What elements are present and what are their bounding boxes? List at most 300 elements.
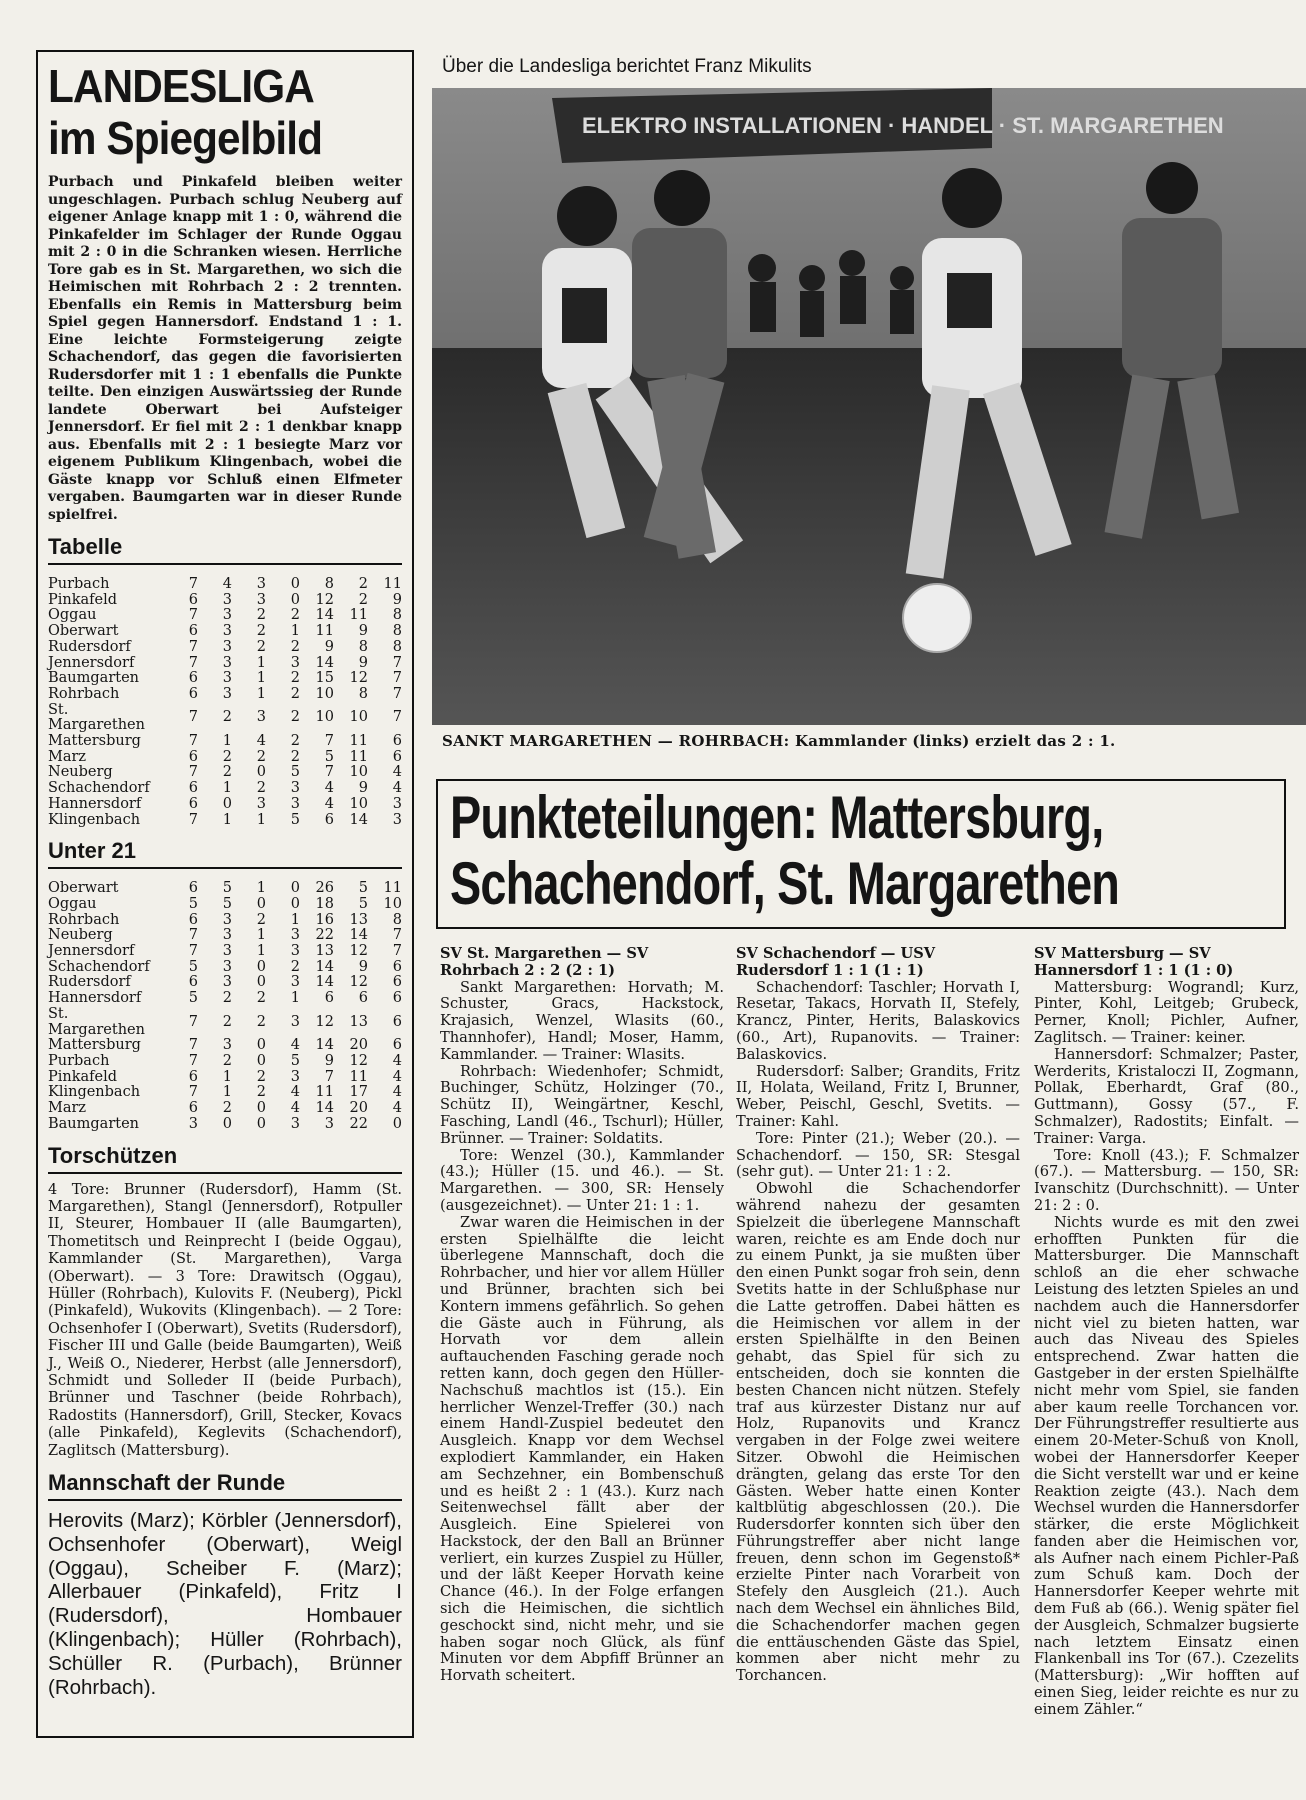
stat-cell: 8 [392, 623, 402, 640]
stat-cell: 2 [222, 709, 232, 726]
stat-cell: 12 [349, 670, 368, 687]
stat-cell: 3 [222, 654, 232, 671]
col1-lineup-away: Rohrbach: Wiedenhofer; Schmidt, Buchinger, Schütz, Holzinger (70., Schütz II), Weingärtner, Keschl, Fasching, Landl (46., Tschurl); Hüller, Brünner. — Trainer: Soldatits. [440, 1062, 724, 1147]
stat-cell: 18 [315, 895, 334, 912]
stat-cell: 8 [392, 607, 402, 624]
stat-cell: 1 [222, 1084, 232, 1101]
stat-cell: 10 [349, 764, 368, 781]
stat-cell: 4 [324, 795, 334, 812]
stat-cell: 6 [392, 733, 402, 750]
sidebar-box [36, 50, 414, 1738]
team-name: Baumgarten [48, 670, 139, 687]
table-row [48, 781, 402, 797]
stat-cell: 2 [290, 638, 300, 655]
stat-cell: 13 [315, 943, 334, 960]
stat-cell: 4 [392, 764, 402, 781]
stat-cell: 3 [256, 709, 266, 726]
stat-cell: 3 [392, 795, 402, 812]
stat-cell: 0 [256, 974, 266, 991]
stat-cell: 9 [358, 958, 368, 975]
stat-cell: 0 [290, 576, 300, 592]
team-name: Jennersdorf [48, 654, 135, 671]
stat-cell: 2 [256, 990, 266, 1007]
stat-cell: 3 [324, 1115, 334, 1132]
stat-cell: 3 [222, 607, 232, 624]
stat-cell: 6 [188, 780, 198, 797]
stat-cell: 0 [256, 1115, 266, 1132]
stat-cell: 4 [392, 1068, 402, 1085]
stat-cell: 0 [392, 1115, 402, 1132]
stat-cell: 0 [290, 880, 300, 897]
stat-cell: 1 [222, 780, 232, 797]
stat-cell: 2 [256, 1013, 266, 1030]
main-headline-box [436, 779, 1286, 929]
stat-cell: 9 [392, 591, 402, 608]
stat-cell: 4 [256, 733, 266, 750]
stat-cell: 0 [256, 764, 266, 781]
stat-cell: 7 [188, 811, 198, 828]
stat-cell: 2 [290, 685, 300, 702]
stat-cell: 8 [392, 638, 402, 655]
stat-cell: 2 [358, 576, 368, 592]
stat-cell: 7 [188, 1037, 198, 1054]
col1-tore: Tore: Wenzel (30.), Kammlander (43.); Hüller (15. und 46.). — St. Margarethen. — 300, SR: Hensely (ausgezeichnet). — Unter 21: 1 : 1. [440, 1146, 724, 1214]
stat-cell: 9 [324, 638, 334, 655]
stat-cell: 6 [188, 974, 198, 991]
stat-cell: 3 [290, 943, 300, 960]
stat-cell: 0 [290, 591, 300, 608]
stat-cell: 12 [315, 1013, 334, 1030]
team-name: Oberwart [48, 880, 119, 897]
stat-cell: 3 [256, 591, 266, 608]
table-row [48, 640, 402, 656]
stat-cell: 14 [349, 927, 368, 944]
stat-cell: 7 [188, 764, 198, 781]
match-photo-illustration [432, 88, 1306, 725]
team-name: Jennersdorf [48, 943, 135, 960]
stat-cell: 7 [324, 1068, 334, 1085]
article-col-1 [440, 946, 724, 1685]
team-name: Purbach [48, 1052, 110, 1069]
stat-cell: 9 [324, 1052, 334, 1069]
stat-cell: 2 [290, 709, 300, 726]
stat-cell: 26 [315, 880, 334, 897]
table-row [48, 960, 402, 976]
stat-cell: 3 [188, 1115, 198, 1132]
team-name: Pinkafeld [48, 1068, 118, 1085]
team-name: Hannersdorf [48, 795, 142, 812]
stat-cell: 6 [188, 591, 198, 608]
stat-cell: 3 [222, 1037, 232, 1054]
stat-cell: 7 [392, 654, 402, 671]
stat-cell: 3 [290, 974, 300, 991]
stat-cell: 14 [315, 607, 334, 624]
stat-cell: 6 [358, 990, 368, 1007]
team-name: Schachendorf [48, 958, 150, 975]
stat-cell: 6 [188, 880, 198, 897]
stat-cell: 7 [188, 1084, 198, 1101]
stat-cell: 11 [383, 880, 402, 897]
col2-title: SV Schachendorf — USV Rudersdorf 1 : 1 (1 : 1) [736, 945, 936, 979]
table-row [48, 913, 402, 929]
stat-cell: 14 [349, 811, 368, 828]
stat-cell: 11 [349, 607, 368, 624]
stat-cell: 7 [188, 607, 198, 624]
col1-title: SV St. Margarethen — SV Rohrbach 2 : 2 (2 : 1) [440, 945, 649, 979]
team-name: St. Margarethen [48, 1005, 145, 1038]
team-name: Purbach [48, 576, 110, 592]
stat-cell: 11 [349, 748, 368, 765]
stat-cell: 5 [188, 895, 198, 912]
stat-cell: 7 [188, 576, 198, 592]
stat-cell: 14 [315, 1100, 334, 1117]
stat-cell: 9 [358, 780, 368, 797]
photo-caption: SANKT MARGARETHEN — ROHRBACH: Kammlander (links) erzielt das 2 : 1. [442, 732, 1116, 750]
stat-cell: 7 [188, 943, 198, 960]
table-row [48, 975, 402, 991]
stat-cell: 6 [324, 811, 334, 828]
team-name: Rohrbach [48, 685, 120, 702]
stat-cell: 3 [290, 927, 300, 944]
stat-cell: 3 [290, 795, 300, 812]
col2-lineup-away: Rudersdorf: Salber; Grandits, Fritz II, Holata, Weiland, Fritz I, Brunner, Weber, Peischl, Geschl, Svetits. — Trainer: Kahl. [736, 1062, 1020, 1130]
stat-cell: 10 [349, 795, 368, 812]
stat-cell: 7 [188, 927, 198, 944]
stat-cell: 3 [222, 638, 232, 655]
stat-cell: 7 [188, 1013, 198, 1030]
stat-cell: 11 [349, 1068, 368, 1085]
stat-cell: 1 [222, 733, 232, 750]
sidebar-headline-line2: im Spiegelbild [48, 112, 323, 164]
stat-cell: 2 [256, 1084, 266, 1101]
stat-cell: 8 [324, 576, 334, 592]
stat-cell: 10 [383, 895, 402, 912]
u21-title: Unter 21 [48, 838, 402, 869]
team-name: Mattersburg [48, 733, 141, 750]
stat-cell: 5 [222, 880, 232, 897]
stat-cell: 3 [222, 591, 232, 608]
stat-cell: 2 [222, 1013, 232, 1030]
team-name: Oberwart [48, 623, 119, 640]
stat-cell: 7 [188, 638, 198, 655]
stat-cell: 1 [256, 880, 266, 897]
team-name: Schachendorf [48, 780, 150, 797]
team-name: Mattersburg [48, 1037, 141, 1054]
table-row [48, 1054, 402, 1070]
stat-cell: 2 [256, 1068, 266, 1085]
stat-cell: 2 [256, 780, 266, 797]
table-row [48, 593, 402, 609]
stat-cell: 2 [256, 623, 266, 640]
stat-cell: 3 [222, 670, 232, 687]
main-headline-line2: Schachendorf, St. Margarethen [450, 850, 1120, 917]
table-row [48, 1117, 402, 1133]
stat-cell: 3 [222, 911, 232, 928]
article-col-2 [736, 946, 1020, 1685]
stat-cell: 7 [392, 685, 402, 702]
team-name: St. Margarethen [48, 701, 145, 734]
stat-cell: 5 [358, 895, 368, 912]
team-name: Rudersdorf [48, 974, 131, 991]
mannschaft-title: Mannschaft der Runde [48, 1470, 402, 1501]
stat-cell: 20 [349, 1037, 368, 1054]
stat-cell: 7 [188, 654, 198, 671]
banner-text: ELEKTRO INSTALLATIONEN · HANDEL · ST. MARGARETHEN [582, 113, 1224, 138]
team-name: Klingenbach [48, 1084, 141, 1101]
table-row [48, 703, 402, 734]
stat-cell: 2 [290, 733, 300, 750]
team-name: Oggau [48, 607, 97, 624]
table-row [48, 765, 402, 781]
stat-cell: 1 [256, 943, 266, 960]
stat-cell: 0 [256, 1100, 266, 1117]
table-row [48, 1070, 402, 1086]
table-row [48, 577, 402, 593]
stat-cell: 22 [315, 927, 334, 944]
stat-cell: 3 [290, 654, 300, 671]
stat-cell: 11 [315, 1084, 334, 1101]
stat-cell: 10 [315, 709, 334, 726]
table-row [48, 624, 402, 640]
stat-cell: 5 [290, 811, 300, 828]
table-row [48, 881, 402, 897]
stat-cell: 2 [358, 591, 368, 608]
u21-table [48, 881, 402, 1132]
stat-cell: 6 [392, 748, 402, 765]
stat-cell: 2 [256, 748, 266, 765]
table-row [48, 1101, 402, 1117]
stat-cell: 6 [188, 685, 198, 702]
table-row [48, 928, 402, 944]
stat-cell: 17 [349, 1084, 368, 1101]
torschuetzen-title: Torschützen [48, 1143, 402, 1174]
stat-cell: 6 [392, 1037, 402, 1054]
stat-cell: 11 [315, 623, 334, 640]
stat-cell: 13 [349, 911, 368, 928]
torschuetzen-text: 4 Tore: Brunner (Rudersdorf), Hamm (St. Margarethen), Stangl (Jennersdorf), Rotpuller II, Steurer, Hombauer II (alle Baumgarten), Thometitsch und Reinprecht I (beide Oggau), Kammlander (St. Margarethen), Varga (Oberwart). — 3 Tore: Drawitsch (Oggau), Hüller (Rohrbach), Kulovits F. (Neuberg), Pickl (Pinkafeld), Wukovits (Klingenbach). — 2 Tore: Ochsenhofer I (Oberwart), Svetits (Rudersdorf), Fischer III und Galle (beide Baumgarten), Weiß J., Weiß O., Niederer, Herbst (alle Jennersdorf), Schmidt und Solleder II (beide Purbach), Brünner und Taschner (beide Rohrbach), Radostits (Hannersdorf), Grill, Stecker, Kovacs (alle Pinkafeld), Keglevits (Schachendorf), Zaglitsch (Mattersburg). [48, 1181, 402, 1459]
stat-cell: 15 [315, 670, 334, 687]
stat-cell: 8 [392, 911, 402, 928]
stat-cell: 3 [222, 958, 232, 975]
stat-cell: 1 [222, 1068, 232, 1085]
tabelle-table [48, 577, 402, 828]
stat-cell: 6 [188, 795, 198, 812]
stat-cell: 6 [188, 1100, 198, 1117]
stat-cell: 14 [315, 1037, 334, 1054]
stat-cell: 5 [188, 958, 198, 975]
stat-cell: 1 [256, 670, 266, 687]
stat-cell: 8 [358, 638, 368, 655]
stat-cell: 10 [349, 709, 368, 726]
table-row [48, 750, 402, 766]
stat-cell: 1 [256, 685, 266, 702]
stat-cell: 8 [358, 685, 368, 702]
stat-cell: 11 [349, 733, 368, 750]
match-photo [432, 88, 1306, 725]
team-name: Hannersdorf [48, 990, 142, 1007]
stat-cell: 4 [290, 1100, 300, 1117]
stat-cell: 12 [349, 943, 368, 960]
stat-cell: 3 [222, 974, 232, 991]
stat-cell: 2 [256, 638, 266, 655]
col3-lineup-away: Hannersdorf: Schmalzer; Paster, Werderits, Kristaloczi II, Zogmann, Pollak, Eberhardt, Graf (80., Guttmann), Gossy (57., F. Schmalzer), Radostits; Einfalt. — Trainer: Varga. [1034, 1045, 1299, 1147]
stat-cell: 2 [222, 990, 232, 1007]
article-col-3 [1034, 946, 1299, 1746]
stat-cell: 9 [358, 623, 368, 640]
stat-cell: 2 [256, 607, 266, 624]
team-name: Neuberg [48, 927, 113, 944]
stat-cell: 6 [188, 670, 198, 687]
stat-cell: 4 [392, 1084, 402, 1101]
table-row [48, 1007, 402, 1038]
table-row [48, 687, 402, 703]
stat-cell: 12 [349, 974, 368, 991]
stat-cell: 0 [256, 1037, 266, 1054]
stat-cell: 7 [324, 764, 334, 781]
stat-cell: 0 [256, 958, 266, 975]
stat-cell: 13 [349, 1013, 368, 1030]
stat-cell: 3 [256, 576, 266, 592]
stat-cell: 22 [349, 1115, 368, 1132]
stat-cell: 3 [222, 943, 232, 960]
stat-cell: 1 [256, 811, 266, 828]
stat-cell: 14 [315, 958, 334, 975]
stat-cell: 2 [290, 607, 300, 624]
stat-cell: 7 [188, 733, 198, 750]
stat-cell: 3 [392, 811, 402, 828]
sidebar-headline-line1: LANDESLIGA [48, 60, 314, 112]
col3-lineup-home: Mattersburg: Wograndl; Kurz, Pinter, Kohl, Leitgeb; Grubeck, Perner, Knoll; Pichler, Aufner, Zaglitsch. — Trainer: keiner. [1034, 978, 1299, 1046]
table-row [48, 797, 402, 813]
stat-cell: 0 [290, 895, 300, 912]
stat-cell: 0 [256, 895, 266, 912]
stat-cell: 14 [315, 654, 334, 671]
col2-body: Obwohl die Schachendorfer während nahezu der gesamten Spielzeit die überlegene Mannschaft waren, reichte es am Ende doch nur zu einem Punkt, ja sie mußten über den einen Punkt sogar froh sein, denn Svetits hatte in der Schlußphase nur die Latte getroffen. Dabei hätten es die Heimischen vor allem in der ersten Spielhälfte in den Beinen gehabt, das Spiel für sich zu entscheiden, doch sie konnten die besten Chancen nicht nützen. Stefely traf aus kürzester Distanz nur auf Holz, Rupanovits und Krancz vergaben in der Folge zwei weitere Sitzer. Obwohl die Heimischen drängten, gelang das erste Tor den Gästen. Weber hatte einen Konter kaltblütig abgeschlossen (20.). Die Rudersdorfer konnten sich über den Führungstreffer aber nicht lange freuen, denn schon im Gegenstoß* erzielte Pinter nach Vorarbeit von Stefely den Ausgleich (21.). Auch nach dem Wechsel ein ähnliches Bild, die Schachendorfer machen gegen die enttäuschenden Gäste das Spiel, kommen aber nicht mehr zu Torchancen. [736, 1180, 1020, 1685]
stat-cell: 1 [290, 623, 300, 640]
stat-cell: 5 [324, 748, 334, 765]
stat-cell: 11 [383, 576, 402, 592]
table-row [48, 991, 402, 1007]
stat-cell: 3 [290, 1068, 300, 1085]
team-name: Rudersdorf [48, 638, 131, 655]
stat-cell: 5 [222, 895, 232, 912]
team-name: Neuberg [48, 764, 113, 781]
stat-cell: 3 [222, 685, 232, 702]
stat-cell: 6 [324, 990, 334, 1007]
stat-cell: 16 [315, 911, 334, 928]
col2-tore: Tore: Pinter (21.); Weber (20.). — Schachendorf. — 150, SR: Stesgal (sehr gut). — Unter 21: 1 : 2. [736, 1129, 1020, 1181]
table-row [48, 813, 402, 829]
stat-cell: 2 [222, 1100, 232, 1117]
stat-cell: 2 [222, 764, 232, 781]
stat-cell: 7 [392, 709, 402, 726]
stat-cell: 6 [188, 623, 198, 640]
stat-cell: 9 [358, 654, 368, 671]
table-row [48, 734, 402, 750]
stat-cell: 5 [358, 880, 368, 897]
col1-body: Zwar waren die Heimischen in der ersten Spielhälfte die leicht überlegene Mannschaft, doch die Rohrbacher, und hier vor allem Hüller und Brünner, brachten sich bei Kontern immens gefährlich. So gehen die Gäste auch in Führung, als Horvath vor dem allein auftauchenden Fasching gerade noch retten kann, doch gegen den Hüller-Nachschuß machtlos ist (15.). Ein herrlicher Wenzel-Treffer (30.) nach einem Handl-Zuspiel bedeutet den Ausgleich. Knapp vor dem Wechsel explodiert Kammlander, ein Haken am Sechzehner, ein Bombenschuß und es heißt 2 : 1 (43.). Kurz nach Seitenwechsel fällt aber der Ausgleich. Eine Spielerei von Hackstock, der den Ball an Brünner verliert, ein kurzes Zuspiel zu Hüller, und der läßt Keeper Horvath keine Chance (46.). In der Folge erfangen sich die Heimischen, die sichtlich geschockt sind, nicht mehr, und sie haben sogar noch Glück, als fünf Minuten vor dem Abpfiff Brünner an Horvath scheitert. [440, 1213, 724, 1685]
table-row [48, 671, 402, 687]
stat-cell: 2 [222, 748, 232, 765]
stat-cell: 3 [290, 1013, 300, 1030]
stat-cell: 2 [290, 670, 300, 687]
main-headline-line1: Punkteteilungen: Mattersburg, [450, 784, 1104, 851]
table-row [48, 656, 402, 672]
stat-cell: 6 [188, 911, 198, 928]
stat-cell: 1 [256, 654, 266, 671]
table-row [48, 897, 402, 913]
stat-cell: 7 [188, 1052, 198, 1069]
stat-cell: 14 [315, 974, 334, 991]
stat-cell: 3 [290, 780, 300, 797]
stat-cell: 6 [392, 958, 402, 975]
stat-cell: 7 [324, 733, 334, 750]
table-row [48, 944, 402, 960]
stat-cell: 4 [290, 1037, 300, 1054]
tabelle-title: Tabelle [48, 534, 402, 565]
stat-cell: 4 [392, 1100, 402, 1117]
team-name: Marz [48, 748, 87, 765]
stat-cell: 1 [290, 911, 300, 928]
stat-cell: 6 [188, 748, 198, 765]
stat-cell: 4 [222, 576, 232, 592]
team-name: Rohrbach [48, 911, 120, 928]
stat-cell: 0 [256, 1052, 266, 1069]
stat-cell: 12 [349, 1052, 368, 1069]
table-row [48, 1085, 402, 1101]
stat-cell: 1 [256, 927, 266, 944]
stat-cell: 2 [222, 1052, 232, 1069]
col3-body: Nichts wurde es mit den zwei erhofften Punkten für die Mattersburger. Die Mannschaft schloß an die eher schwache Leistung des letzten Spieles an und nachdem auch die Hannersdorfer nicht viel zu bieten hatten, war auch das Niveau des Spieles entsprechend. Zwar hatten die Gastgeber in der ersten Spielhälfte nicht mehr vom Spiel, sie fanden aber kaum reelle Torchancen vor. Der Führungstreffer resultierte aus einem 20-Meter-Schuß von Knoll, wobei der Hannersdorfer Keeper die Sicht verstellt war und er keine Reaktion zeigte (43.). Nach dem Wechsel wurden die Hannersdorfer stärker, die erste Möglichkeit fanden aber die Heimischen vor, als Aufner nach einem Pichler-Paß zum Schuß kam. Doch der Hannersdorfer Keeper wehrte mit dem Fuß ab (66.). Wenig später fiel der Ausgleich, Schmalzer bugsierte nach letztem Einsatz einen Flankenball ins Tor (67.). Czezelits (Mattersburg): „Wir hofften auf einen Sieg, leider reichte es nur zu einem Zähler.“ [1034, 1213, 1299, 1718]
byline: Über die Landesliga berichtet Franz Mikulits [442, 56, 812, 77]
table-row [48, 1038, 402, 1054]
col3-tore: Tore: Knoll (43.); F. Schmalzer (67.). — Mattersburg. — 150, SR: Ivanschitz (Durchschnitt). — Unter 21: 2 : 0. [1034, 1146, 1299, 1214]
stat-cell: 7 [392, 943, 402, 960]
stat-cell: 20 [349, 1100, 368, 1117]
stat-cell: 3 [222, 623, 232, 640]
stat-cell: 3 [290, 1115, 300, 1132]
stat-cell: 6 [188, 1068, 198, 1085]
stat-cell: 1 [222, 811, 232, 828]
stat-cell: 4 [392, 1052, 402, 1069]
stat-cell: 10 [315, 685, 334, 702]
team-name: Marz [48, 1100, 87, 1117]
team-name: Baumgarten [48, 1115, 139, 1132]
stat-cell: 5 [188, 990, 198, 1007]
stat-cell: 5 [290, 764, 300, 781]
col2-lineup-home: Schachendorf: Taschler; Horvath I, Resetar, Takacs, Horvath II, Stefely, Krancz, Pinter, Herits, Balaskovics (60., Art), Rupanovits. — Trainer: Balaskovics. [736, 978, 1020, 1063]
stat-cell: 5 [290, 1052, 300, 1069]
team-name: Pinkafeld [48, 591, 118, 608]
team-name: Oggau [48, 895, 97, 912]
sidebar-intro: Purbach und Pinkafeld bleiben weiter ungeschlagen. Purbach schlug Neuberg auf eigener Anlage knapp mit 1 : 0, während die Pinkafelder im Schlager der Runde Oggau mit 2 : 0 in die Schranken wiesen. Herrliche Tore gab es in St. Margarethen, wo sich die Heimischen mit Rohrbach 2 : 2 trennten. Ebenfalls ein Remis in Mattersburg beim Spiel gegen Hannersdorf. Endstand 1 : 1. Eine leichte Formsteigerung zeigte Schachendorf, das gegen die favorisierten Rudersdorfer mit 1 : 1 ebenfalls die Punkte teilte. Den einzigen Auswärtssieg der Runde landete Oberwart bei Aufsteiger Jennersdorf. Er fiel mit 2 : 1 denkbar knapp aus. Ebenfalls mit 2 : 1 besiegte Marz vor eigenem Publikum Klingenbach, wobei die Gäste knapp vor Schluß einen Elfmeter vergaben. Baumgarten war in dieser Runde spielfrei. [48, 174, 402, 523]
stat-cell: 7 [188, 709, 198, 726]
stat-cell: 1 [290, 990, 300, 1007]
stat-cell: 0 [222, 1115, 232, 1132]
stat-cell: 4 [392, 780, 402, 797]
stat-cell: 6 [392, 990, 402, 1007]
team-name: Klingenbach [48, 811, 141, 828]
stat-cell: 4 [290, 1084, 300, 1101]
stat-cell: 6 [392, 974, 402, 991]
col1-lineup-home: Sankt Margarethen: Horvath; M. Schuster, Gracs, Hackstock, Krajasich, Wenzel, Wlasits (60., Thannhofer), Handl; Moser, Hamm, Kammlander. — Trainer: Wlasits. [440, 978, 724, 1063]
stat-cell: 7 [392, 927, 402, 944]
table-row [48, 608, 402, 624]
stat-cell: 2 [256, 911, 266, 928]
stat-cell: 0 [222, 795, 232, 812]
stat-cell: 3 [222, 927, 232, 944]
stat-cell: 12 [315, 591, 334, 608]
